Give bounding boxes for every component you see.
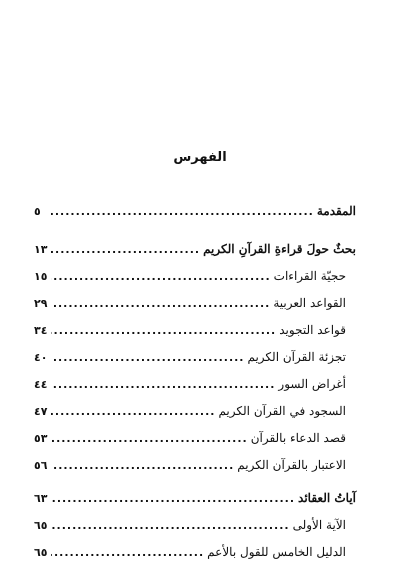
toc-page-number: ٥: [34, 205, 41, 218]
toc-entry-label: الآية الأولى: [292, 518, 346, 532]
dot-leader: [51, 317, 276, 344]
toc-entry-label: القواعد العربية: [273, 296, 346, 310]
toc-page-number: ٦٥: [34, 519, 48, 532]
dot-leader: [51, 198, 314, 225]
dot-leader: [51, 290, 270, 317]
dot-leader: [51, 344, 244, 371]
toc-entry-label: بحثٌ حولَ قراءةِ القرآنِ الكريم: [203, 242, 356, 256]
toc-entry-section: [34, 317, 356, 344]
toc-entry-label: الدليل الخامس للقول بالأعم: [207, 545, 346, 559]
dot-leader: [51, 539, 204, 566]
toc-entry-label: المقدمة: [316, 204, 356, 218]
toc-entry-label: تجزئة القرآن الكريم: [247, 350, 346, 364]
toc-page-number: ٦٣: [34, 492, 48, 505]
dot-leader: [51, 263, 271, 290]
toc-entry-section: [34, 371, 356, 398]
toc-page-number: ٤٠: [34, 351, 48, 364]
toc-page-number: ١٣: [34, 243, 48, 256]
toc-entry-section: [34, 425, 356, 452]
toc-entry-section: [34, 539, 356, 566]
page-title: الفهرس: [173, 150, 227, 165]
toc-entry-introduction: [34, 198, 356, 225]
toc-entry-label: الاعتبار بالقرآن الكريم: [237, 458, 346, 472]
toc-page-number: ٤٤: [34, 378, 48, 391]
toc-page-number: ٥٦: [34, 459, 48, 472]
toc-entry-label: حجيّة القراءات: [273, 269, 346, 283]
toc-entry-section: [34, 452, 356, 479]
toc-entry-section: [34, 290, 356, 317]
table-of-contents: [34, 198, 356, 566]
dot-leader: [51, 512, 290, 539]
toc-page-number: ٢٩: [34, 297, 48, 310]
toc-page-number: ٤٧: [34, 405, 48, 418]
dot-leader: [51, 452, 234, 479]
toc-entry-section: [34, 512, 356, 539]
toc-entry-label: آياتُ العقائد: [298, 491, 356, 505]
toc-entry-label: قواعد التجويد: [279, 323, 346, 337]
dot-leader: [51, 371, 275, 398]
dot-leader: [51, 398, 215, 425]
toc-entry-section: [34, 344, 356, 371]
toc-page-number: ٦٥: [34, 546, 48, 559]
dot-leader: [51, 485, 295, 512]
dot-leader: [51, 236, 200, 263]
toc-entry-chapter: [34, 236, 356, 263]
toc-entry-label: السجود في القرآن الكريم: [218, 404, 346, 418]
dot-leader: [51, 425, 248, 452]
toc-entry-section: [34, 398, 356, 425]
toc-page-number: ٥٣: [34, 432, 48, 445]
toc-page-number: ٣٤: [34, 324, 48, 337]
toc-page-number: ١٥: [34, 270, 48, 283]
toc-entry-label: قصد الدعاء بالقرآن: [250, 431, 346, 445]
toc-entry-chapter: [34, 485, 356, 512]
toc-entry-section: [34, 263, 356, 290]
toc-entry-label: أغراض السور: [278, 377, 346, 391]
